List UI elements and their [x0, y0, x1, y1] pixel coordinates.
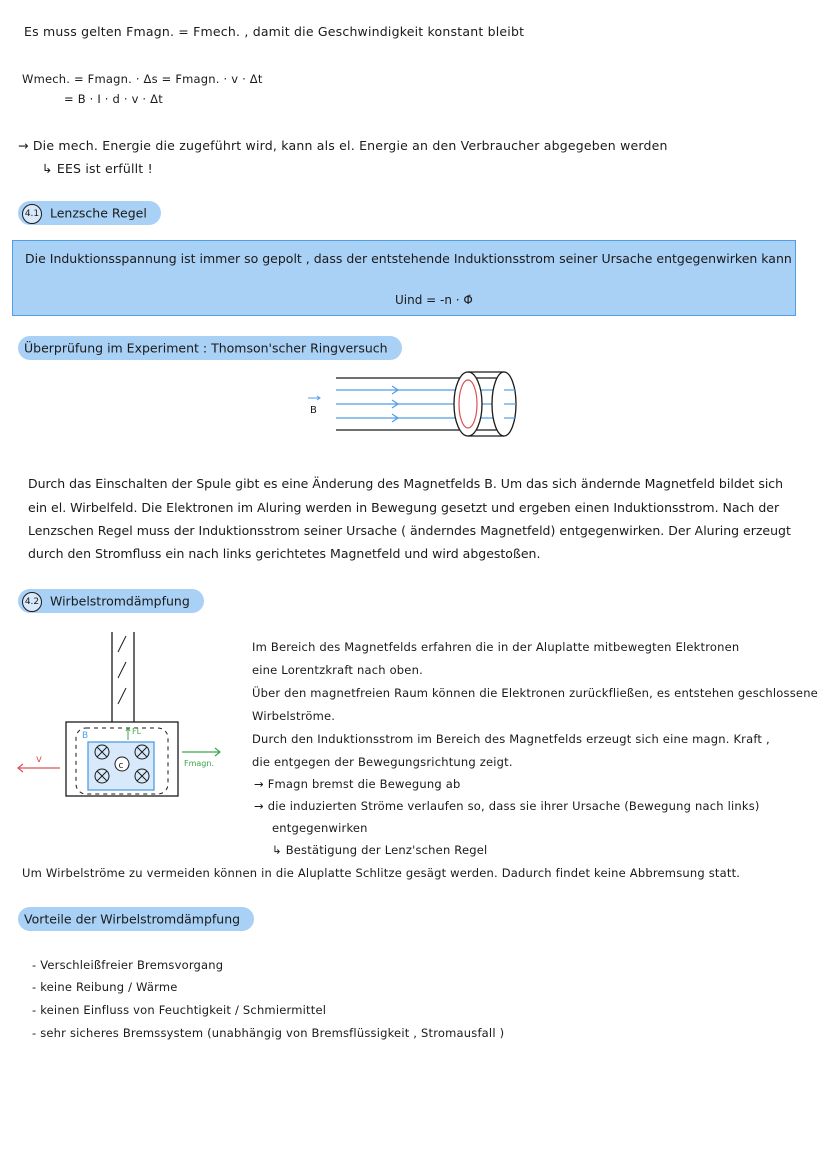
advantage-item: - keinen Einfluss von Feuchtigkeit / Schmiermittel: [32, 1003, 327, 1017]
eddy-text-line-9: entgegenwirken: [272, 821, 368, 835]
section-number: 4.1: [22, 204, 42, 224]
advantages-title: Vorteile der Wirbelstromdämpfung: [24, 911, 241, 927]
energy-conclusion: → Die mech. Energie die zugeführt wird, kann als el. Energie an den Verbraucher abgegeben werden: [18, 138, 668, 153]
ring-experiment-diagram: [300, 368, 530, 444]
magnetic-force-label: Fmagn.: [184, 759, 214, 768]
field-label-b: B: [310, 405, 317, 416]
eddy-text-line-5: Durch den Induktionsstrom im Bereich des Magnetfelds erzeugt sich eine magn. Kraft ,: [252, 732, 770, 746]
eddy-text-line-4: Wirbelströme.: [252, 709, 336, 723]
experiment-title: Überprüfung im Experiment : Thomson'scher Ringversuch: [24, 340, 388, 356]
definition-text: Die Induktionsspannung ist immer so gepolt , dass der entstehende Induktionsstrom seiner Ursache entgegenwirken kann: [25, 251, 792, 266]
electron-label: c: [118, 761, 124, 771]
experiment-paragraph-line-2: ein el. Wirbelfeld. Die Elektronen im Aluring werden in Bewegung gesetzt und ergeben einen Induktionsstrom. Nach der: [28, 500, 780, 515]
eddy-text-line-10: ↳ Bestätigung der Lenz'schen Regel: [272, 843, 488, 857]
induction-formula: Uind = -n · Φ̇: [395, 293, 473, 307]
eddy-current-diagram: [10, 628, 240, 808]
work-equation: Wmech. = Fmagn. · Δs = Fmagn. · v · Δt: [22, 72, 263, 86]
eddy-closing-text: Um Wirbelströme zu vermeiden können in die Aluplatte Schlitze gesägt werden. Dadurch findet keine Abbremsung statt.: [22, 866, 741, 880]
experiment-paragraph-line-4: durch den Stromfluss ein nach links gerichtetes Magnetfeld und wird abgestoßen.: [28, 546, 541, 561]
advantage-item: - sehr sicheres Bremssystem (unabhängig von Bremsflüssigkeit , Stromausfall ): [32, 1026, 505, 1040]
experiment-paragraph-line-3: Lenzschen Regel muss der Induktionsstrom seiner Ursache ( änderndes Magnetfeld) entgegenwirken. Der Aluring erzeugt: [28, 523, 791, 538]
section-heading-eddy: [18, 589, 204, 613]
eddy-text-line-6: die entgegen der Bewegungsrichtung zeigt.: [252, 755, 513, 769]
eddy-text-line-2: eine Lorentzkraft nach oben.: [252, 663, 423, 677]
experiment-heading: [18, 336, 402, 360]
eddy-text-line-3: Über den magnetfreien Raum können die Elektronen zurückfließen, es entstehen geschlossene: [252, 686, 818, 700]
advantages-heading: [18, 907, 254, 931]
section-title: Lenzsche Regel: [50, 205, 147, 221]
field-label-b: B: [82, 731, 89, 741]
section-title: Wirbelstromdämpfung: [50, 593, 190, 609]
eddy-text-line-1: Im Bereich des Magnetfelds erfahren die in der Aluplatte mitbewegten Elektronen: [252, 640, 740, 654]
definition-box: [12, 240, 796, 316]
advantage-item: - keine Reibung / Wärme: [32, 980, 178, 994]
section-heading-lenz: [18, 201, 161, 225]
intro-line: Es muss gelten Fmagn. = Fmech. , damit die Geschwindigkeit konstant bleibt: [24, 24, 525, 39]
work-equation-continued: = B · I · d · v · Δt: [64, 92, 163, 106]
eddy-text-line-7: → Fmagn bremst die Bewegung ab: [254, 777, 461, 791]
ees-fulfilled: ↳ EES ist erfüllt !: [42, 161, 153, 176]
advantage-item: - Verschleißfreier Bremsvorgang: [32, 958, 224, 972]
section-number: 4.2: [22, 592, 42, 612]
lorentz-force-label: FL: [132, 727, 142, 736]
eddy-text-line-8: → die induzierten Ströme verlaufen so, dass sie ihrer Ursache (Bewegung nach links): [254, 799, 760, 813]
velocity-label: v: [36, 754, 42, 765]
experiment-paragraph-line-1: Durch das Einschalten der Spule gibt es eine Änderung des Magnetfelds B. Um das sich ändernde Magnetfeld bildet sich: [28, 476, 784, 491]
